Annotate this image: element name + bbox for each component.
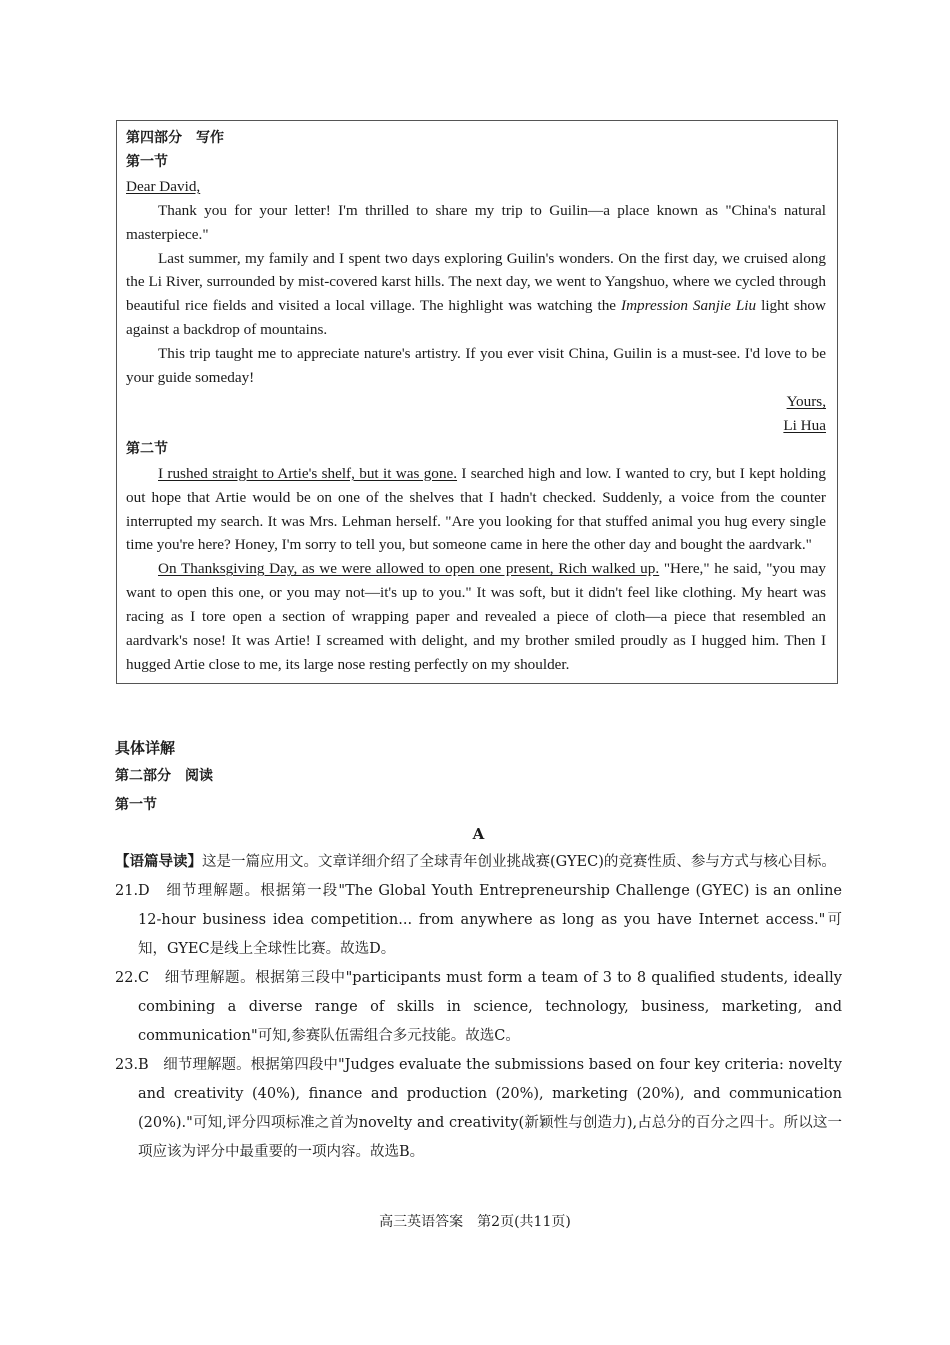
passage-label: A <box>472 825 485 843</box>
passage-intro: 【语篇导读】这是一篇应用文。文章详细介绍了全球青年创业挑战赛(GYEC)的竞赛性质、参与方式与核心目标。 <box>115 854 836 870</box>
letter-paragraph-3: This trip taught me to appreciate nature's artistry. If you ever visit China, Guilin is a must-see. I'd love to be your guide someday! <box>126 345 826 387</box>
question-22-explanation: 22. C 细节理解题。根据第三段中"participants must form a team of 3 to 8 qualified students, ideally combining a diverse range of skills in science, technology, business, marketing, and communication"可知,参赛队伍需组合多元技能。故选C。 <box>115 970 842 1044</box>
reading-part-title: 第二部分 阅读 <box>115 768 213 784</box>
continuation-paragraph-1: I rushed straight to Artie's shelf, but it was gone. I searched high and low. I wanted to cry, but I kept holding out hope that Artie would be on one of the shelves that I hadn't checked. Suddenly, a voice from the counter interrupted my search. It was Mrs. Lehman herself. "Are you looking for that stuffed animal you hug every single time you're here? Honey, I'm sorry to tell you, but someone came in here the other day and bought the aardvark." <box>126 464 826 554</box>
continuation-paragraph-2: On Thanksgiving Day, as we were allowed to open one present, Rich walked up. "Here," he said, "you may want to open this one, or you may not—it's up to you." It was soft, but it didn't feel like clothing. My heart was racing as I tore open a section of wrapping paper and revealed a piece of cloth—a piece that resembled an aardvark's nose! It was Artie! I screamed with delight, and my brother smiled proudly as I hugged him. Then I hugged Artie close to me, its large nose resting perfectly on my shoulder. <box>126 560 827 673</box>
reading-section-title: 第一节 <box>115 797 157 813</box>
section-two-title: 第二节 <box>126 440 168 457</box>
section-one-title: 第一节 <box>126 153 168 170</box>
letter-paragraph-1: Thank you for your letter! I'm thrilled to share my trip to Guilin—a place known as "China's natural masterpiece." <box>126 201 826 243</box>
details-section <box>115 734 842 1167</box>
details-heading: 具体详解 <box>115 739 176 757</box>
closing: Yours, <box>786 392 826 410</box>
letter-paragraph-2: Last summer, my family and I spent two days exploring Guilin's wonders. On the first day, we cruised along the Li River, surrounded by mist-covered karst hills. The next day, we went to Yangshuo, where we cycled through beautiful rice fields and visited a local village. The highlight was watching the Impression Sanjie Liu light show against a backdrop of mountains. <box>126 249 826 339</box>
part-title: 第四部分 写作 <box>126 130 224 146</box>
question-21-explanation: 21. D 细节理解题。根据第一段"The Global Youth Entrepreneurship Challenge (GYEC) is an online 12-hour business idea competition... from anywhere as long as you have Internet access."可知，GYEC是线上全球性比赛。故选D。 <box>115 883 842 957</box>
signature: Li Hua <box>783 416 826 434</box>
salutation: Dear David, <box>126 177 201 195</box>
page-footer: 高三英语答案 第2页(共11页) <box>379 1214 571 1230</box>
writing-answer-box <box>116 120 838 684</box>
question-23-explanation: 23. B 细节理解题。根据第四段中"Judges evaluate the submissions based on four key criteria: novelty and creativity (40%), finance and production (20%), marketing (20%), and communication (20%)."可知,评分四项标准之首为novelty and creativity(新颖性与创造力),占总分的百分之四十。所以这一项应该为评分中最重要的一项内容。故选B。 <box>115 1057 842 1160</box>
